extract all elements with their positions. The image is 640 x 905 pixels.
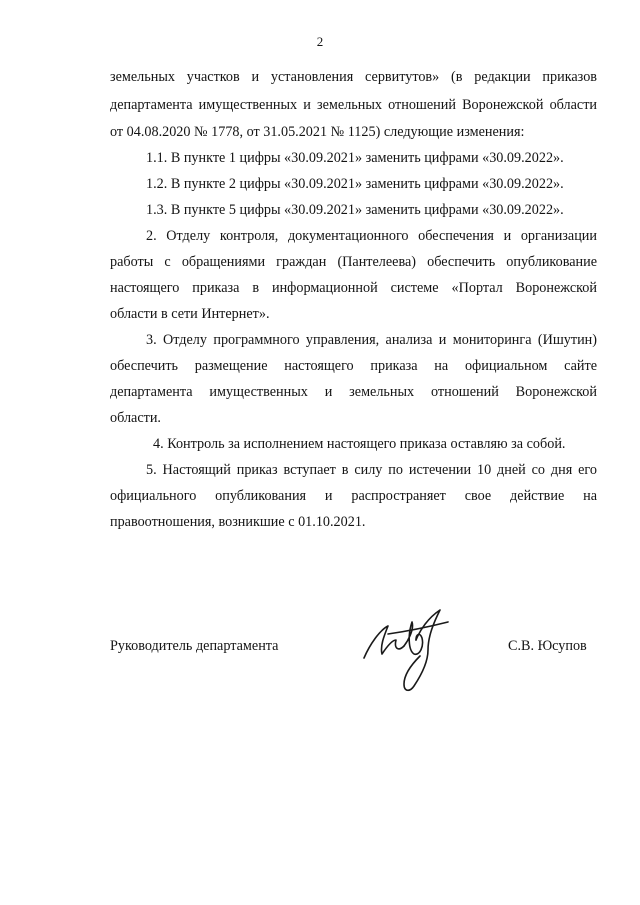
paragraph-2-line: 2. Отделу контроля, документационного обеспечения и организации	[146, 228, 597, 244]
paragraph-2-line: области в сети Интернет».	[110, 306, 270, 322]
body-line: земельных участков и установления сервитутов» (в редакции приказов	[110, 69, 597, 85]
paragraph-3-line: 3. Отделу программного управления, анализа и мониторинга (Ишутин)	[146, 332, 597, 348]
page-number: 2	[316, 34, 324, 49]
paragraph-5-line: официального опубликования и распространяет свое действие на	[110, 488, 597, 504]
amendment-item: 1.1. В пункте 1 цифры «30.09.2021» заменить цифрами «30.09.2022».	[146, 150, 564, 166]
handwritten-signature	[358, 600, 458, 696]
signatory-position: Руководитель департамента	[110, 638, 279, 654]
paragraph-3-line: обеспечить размещение настоящего приказа на официальном сайте	[110, 358, 597, 374]
amendment-item: 1.3. В пункте 5 цифры «30.09.2021» заменить цифрами «30.09.2022».	[146, 202, 564, 218]
body-line: от 04.08.2020 № 1778, от 31.05.2021 № 1125) следующие изменения:	[110, 124, 525, 140]
paragraph-5-line: 5. Настоящий приказ вступает в силу по истечении 10 дней со дня его	[146, 462, 597, 478]
paragraph-5-line: правоотношения, возникшие с 01.10.2021.	[110, 514, 366, 530]
paragraph-2-line: настоящего приказа в информационной системе «Портал Воронежской	[110, 280, 597, 296]
paragraph-3-line: департамента имущественных и земельных отношений Воронежской	[110, 384, 597, 400]
paragraph-3-line: области.	[110, 410, 161, 426]
paragraph-4-line: 4. Контроль за исполнением настоящего приказа оставляю за собой.	[153, 436, 566, 452]
body-line: департамента имущественных и земельных отношений Воронежской области	[110, 97, 597, 113]
paragraph-2-line: работы с обращениями граждан (Пантелеева) обеспечить опубликование	[110, 254, 597, 270]
signatory-name: С.В. Юсупов	[508, 638, 587, 654]
amendment-item: 1.2. В пункте 2 цифры «30.09.2021» заменить цифрами «30.09.2022».	[146, 176, 564, 192]
